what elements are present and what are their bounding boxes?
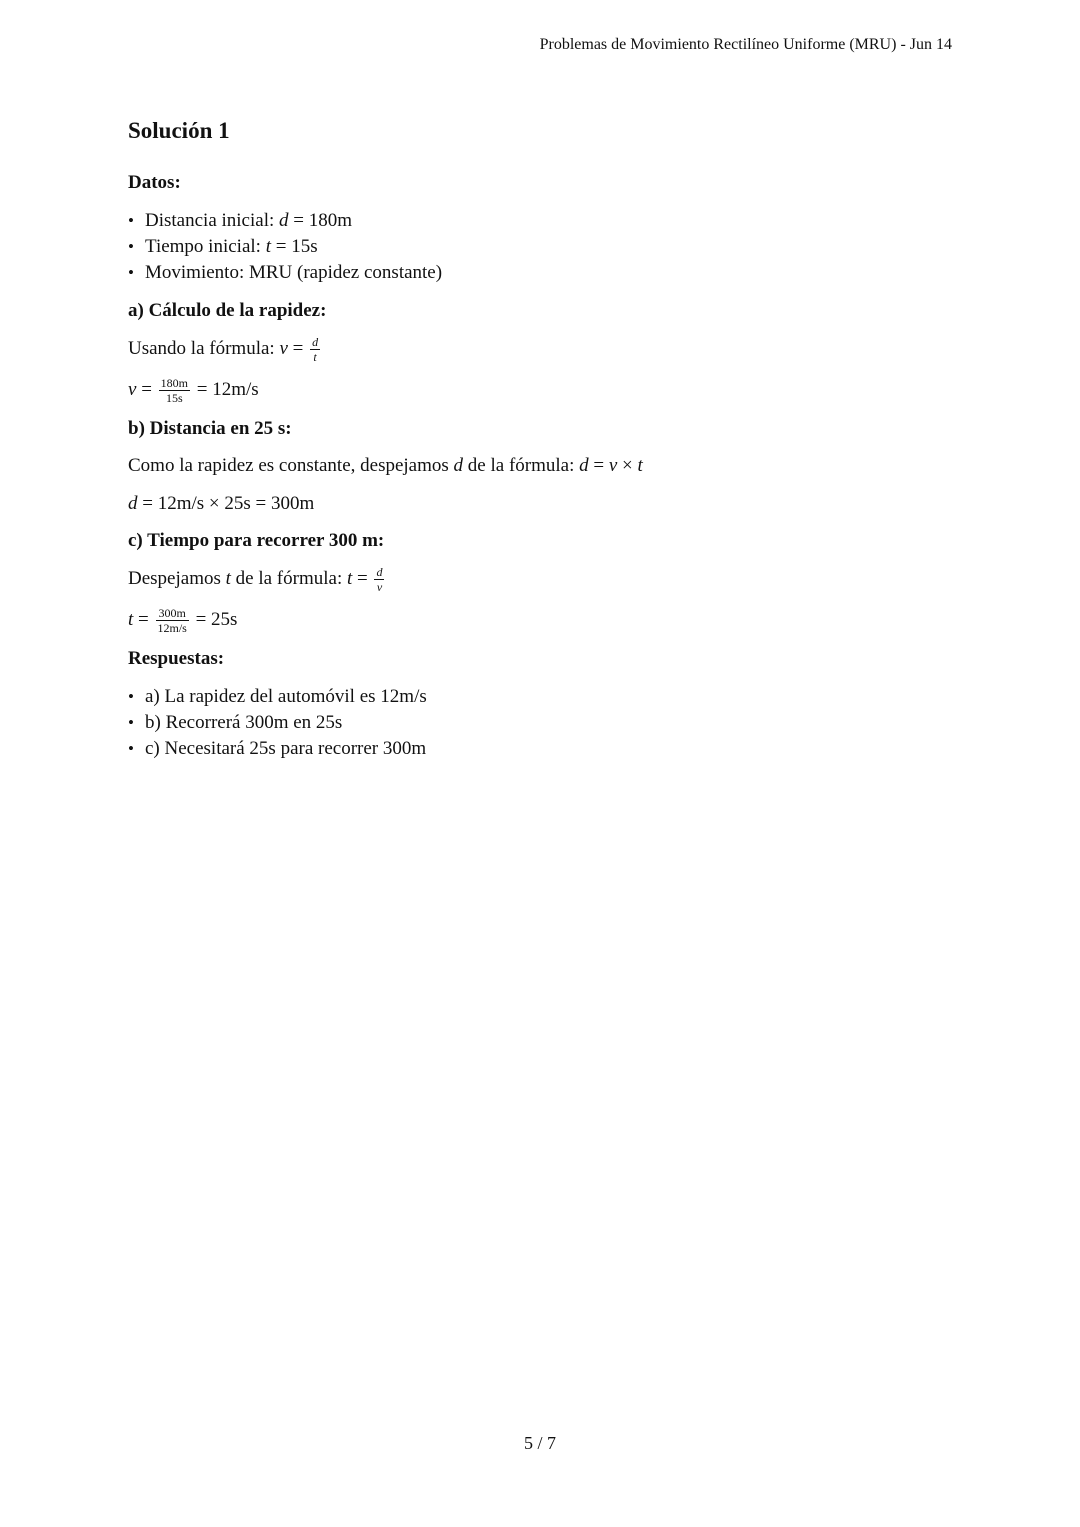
fraction: $\frac{d}{t}$ bbox=[312, 335, 319, 364]
part-c-calculation: t = $\frac{300m}{12m/s}$ = 25s bbox=[128, 606, 238, 635]
part-c-heading: c) Tiempo para recorrer 300 m: bbox=[128, 530, 385, 551]
list-item: • c) Necesitará 25s para recorrer 300m bbox=[145, 736, 952, 762]
fraction: $\frac{300m}{12m/s}$ bbox=[157, 606, 187, 635]
list-item: • a) La rapidez del automóvil es 12m/s bbox=[145, 684, 952, 710]
solution-title: Solución 1 bbox=[128, 118, 230, 143]
part-a-heading: a) Cálculo de la rapidez: bbox=[128, 300, 327, 321]
part-c-formula: Despejamos t de la fórmula: t = $\frac{d}{v}$ bbox=[128, 565, 383, 594]
part-b-text: Como la rapidez es constante, despejamos d de la fórmula: d = v × t bbox=[128, 455, 643, 476]
part-a-calculation: v = $\frac{180m}{15s}$ = 12m/s bbox=[128, 376, 259, 405]
list-item: • b) Recorrerá 300m en 25s bbox=[145, 710, 952, 736]
part-a-formula: Usando la fórmula: v = $\frac{d}{t}$ bbox=[128, 335, 319, 364]
datos-list bbox=[128, 208, 952, 286]
solution-section bbox=[128, 118, 952, 776]
list-item: • Movimiento: MRU (rapidez constante) bbox=[145, 260, 952, 286]
respuestas-list bbox=[128, 684, 952, 762]
fraction: $\frac{d}{v}$ bbox=[376, 565, 383, 594]
respuestas-heading: Respuestas: bbox=[128, 648, 225, 669]
part-b-calculation: d = 12m/s × 25s = 300m bbox=[128, 493, 315, 514]
list-item: • Distancia inicial: d = 180m bbox=[145, 208, 952, 234]
datos-heading: Datos: bbox=[128, 172, 181, 193]
page-number: 5 / 7 bbox=[523, 1433, 556, 1453]
part-b-heading: b) Distancia en 25 s: bbox=[128, 418, 292, 439]
list-item: • Tiempo inicial: t = 15s bbox=[145, 234, 952, 260]
running-header: Problemas de Movimiento Rectilíneo Uniforme (MRU) - Jun 14 bbox=[539, 36, 952, 53]
fraction: $\frac{180m}{15s}$ bbox=[160, 376, 188, 405]
